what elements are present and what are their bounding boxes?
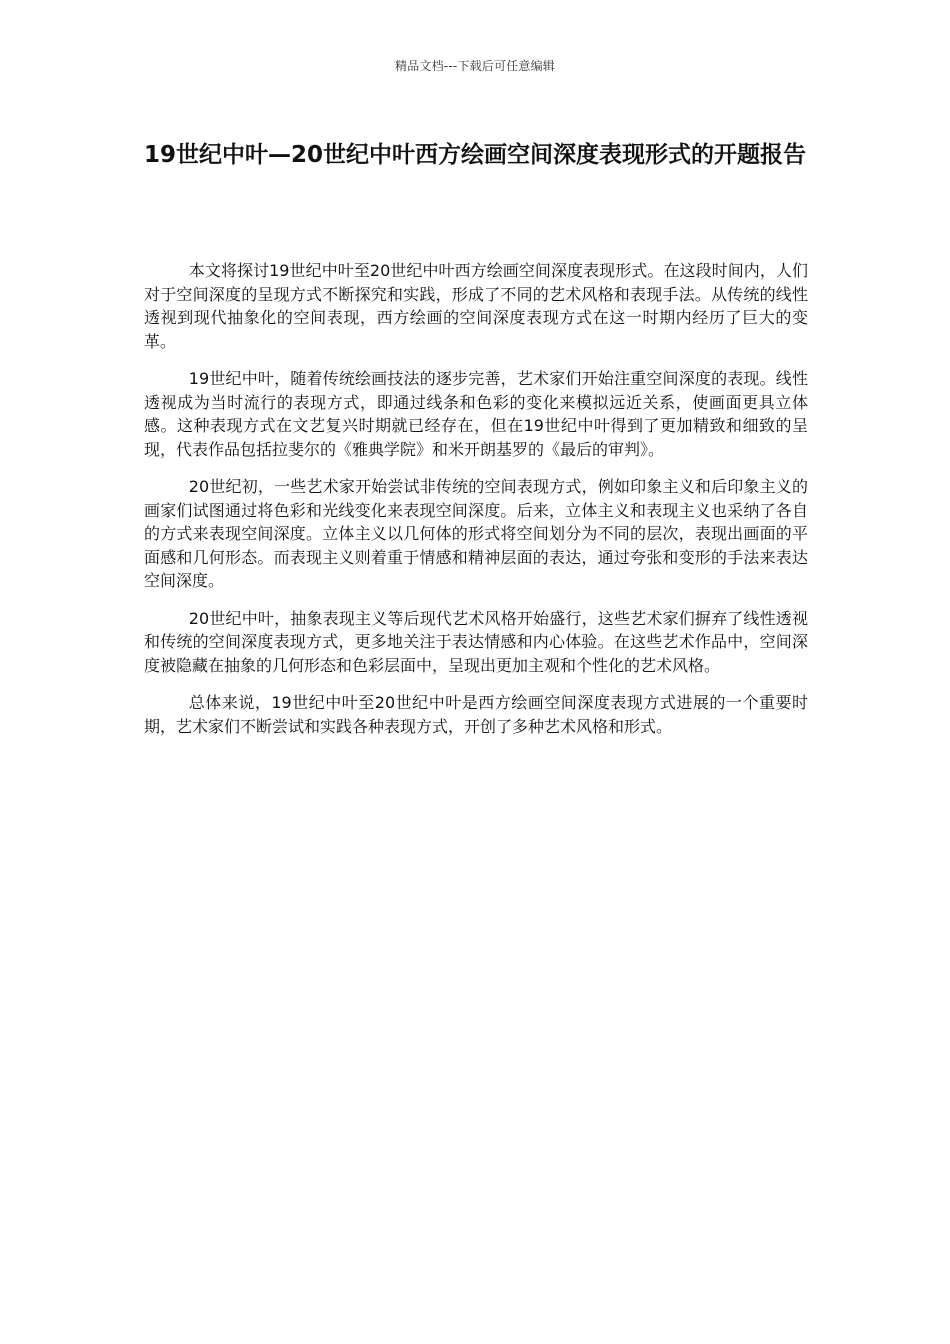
header-note: 精品文档---下载后可任意编辑 <box>395 59 555 73</box>
paragraph: 总体来说，19世纪中叶至20世纪中叶是西方绘画空间深度表现方式进展的一个重要时期，艺术家们不断尝试和实践各种表现方式，开创了多种艺术风格和形式。 <box>144 693 808 736</box>
paragraph: 本文将探讨19世纪中叶至20世纪中叶西方绘画空间深度表现形式。在这段时间内，人们对于空间深度的呈现方式不断探究和实践，形成了不同的艺术风格和表现手法。从传统的线性透视到现代抽象化的空间表现，西方绘画的空间深度表现方式在这一时期内经历了巨大的变革。 <box>144 261 808 351</box>
paragraph: 19世纪中叶，随着传统绘画技法的逐步完善，艺术家们开始注重空间深度的表现。线性透视成为当时流行的表现方式，即通过线条和色彩的变化来模拟远近关系，使画面更具立体感。这种表现方式在文艺复兴时期就已经存在，但在19世纪中叶得到了更加精致和细致的呈现，代表作品包括拉斐尔的《雅典学院》和米开朗基罗的《最后的审判》。 <box>144 369 808 459</box>
document-body <box>144 259 808 752</box>
paragraph: 20世纪初，一些艺术家开始尝试非传统的空间表现方式，例如印象主义和后印象主义的画家们试图通过将色彩和光线变化来表现空间深度。后来，立体主义和表现主义也采纳了各自的方式来表现空间深度。立体主义以几何体的形式将空间划分为不同的层次，表现出画面的平面感和几何形态。而表现主义则着重于情感和精神层面的表达，通过夸张和变形的手法来表达空间深度。 <box>144 477 808 590</box>
paragraph: 20世纪中叶，抽象表现主义等后现代艺术风格开始盛行，这些艺术家们摒弃了线性透视和传统的空间深度表现方式，更多地关注于表达情感和内心体验。在这些艺术作品中，空间深度被隐藏在抽象的几何形态和色彩层面中，呈现出更加主观和个性化的艺术风格。 <box>144 608 808 675</box>
document-title: 19世纪中叶—20世纪中叶西方绘画空间深度表现形式的开题报告 <box>143 142 806 168</box>
